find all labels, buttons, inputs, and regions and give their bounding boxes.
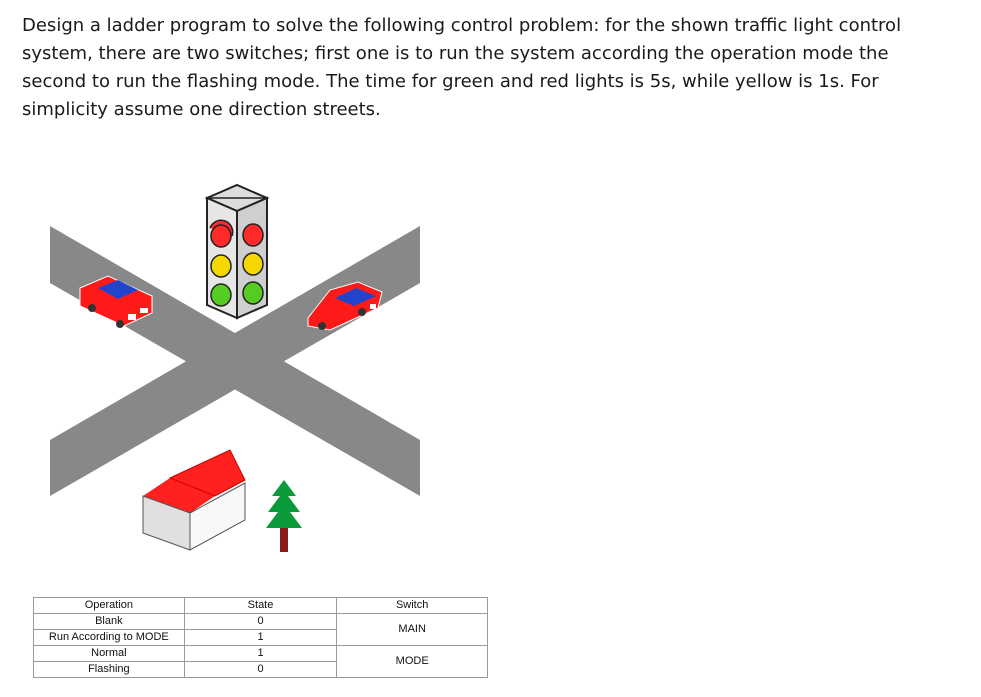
- table-row: [34, 614, 488, 630]
- state-run-mode: 1: [184, 630, 337, 646]
- state-normal: 1: [184, 646, 337, 662]
- state-blank: 0: [184, 614, 337, 630]
- operation-run-mode: Run According to MODE: [34, 630, 185, 646]
- header-operation: Operation: [34, 598, 185, 614]
- table-header-row: [34, 598, 488, 614]
- house-icon: [143, 450, 245, 550]
- traffic-light-icon: [207, 185, 267, 318]
- operation-normal: Normal: [34, 646, 185, 662]
- operation-blank: Blank: [34, 614, 185, 630]
- operation-state-table: [33, 597, 488, 678]
- header-switch: Switch: [337, 598, 488, 614]
- traffic-scene: [40, 178, 440, 568]
- operation-flashing: Flashing: [34, 662, 185, 678]
- switch-main: MAIN: [337, 614, 488, 646]
- header-state: State: [184, 598, 337, 614]
- switch-mode: MODE: [337, 646, 488, 678]
- table-row: [34, 646, 488, 662]
- tree-icon: [266, 480, 302, 552]
- problem-statement: Design a ladder program to solve the following control problem: for the shown traffic light control system, there are two switches; first one is to run the system according the operation mode the second to run the flashing mode. The time for green and red lights is 5s, while yellow is 1s. For simplicity assume one direction streets.: [22, 15, 902, 120]
- state-flashing: 0: [184, 662, 337, 678]
